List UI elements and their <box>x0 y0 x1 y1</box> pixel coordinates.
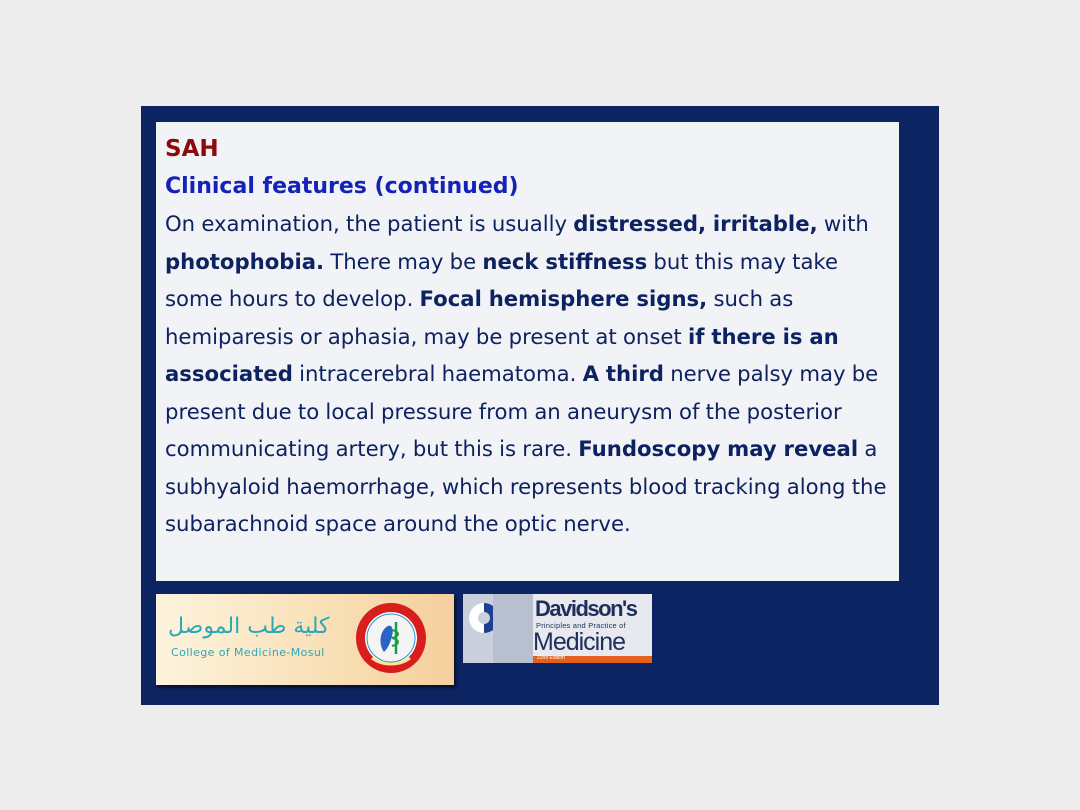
paragraph-text: but this may take some hours to develop. <box>165 248 838 311</box>
slide-subtitle: Clinical features (continued) <box>165 174 519 199</box>
paragraph-text: a subhyaloid haemorrhage, which represents blood tracking along the subarachnoid space around the optic nerve. <box>165 436 887 536</box>
paragraph-emphasis: Fundoscopy may reveal <box>578 436 859 461</box>
slide-title: SAH <box>165 136 219 162</box>
college-english-name: College of Medicine-Mosul <box>171 646 325 659</box>
college-seal-icon <box>354 600 428 676</box>
paragraph-emphasis: neck stiffness <box>482 248 648 274</box>
paragraph-text: with <box>817 211 869 236</box>
paragraph-emphasis: photophobia. <box>165 248 325 274</box>
body-paragraph <box>165 205 889 543</box>
paragraph-emphasis: distressed, irritable, <box>573 211 818 236</box>
davidson-edition: 22nd Edition <box>537 655 565 661</box>
paragraph-text: There may be <box>324 248 483 274</box>
paragraph-emphasis: if there is an associated <box>165 323 839 386</box>
paragraph-emphasis: A third <box>582 361 664 386</box>
davidson-cover-panel <box>463 594 533 663</box>
paragraph-text: nerve palsy may be present due to local pressure from an aneurysm of the posterior communicating artery, but this is rare. <box>165 361 879 461</box>
davidson-subtitle: Principles and Practice of <box>536 621 626 630</box>
content-box <box>156 122 899 581</box>
davidson-edition-band <box>533 656 652 663</box>
davidson-title: Davidson's <box>535 596 637 621</box>
paragraph-emphasis: Focal hemisphere signs, <box>419 286 708 311</box>
slide-frame <box>141 106 939 705</box>
davidsons-medicine-logo <box>463 594 652 663</box>
college-of-medicine-mosul-logo <box>156 594 454 685</box>
paragraph-text: intracerebral haematoma. <box>292 361 583 386</box>
paragraph-text: such as hemiparesis or aphasia, may be present at onset <box>165 286 794 349</box>
college-arabic-name: كلية طب الموصل <box>168 614 330 639</box>
davidson-emblem-icon <box>463 594 533 663</box>
davidson-medicine: Medicine <box>533 628 626 656</box>
paragraph-text: On examination, the patient is usually <box>165 211 574 236</box>
